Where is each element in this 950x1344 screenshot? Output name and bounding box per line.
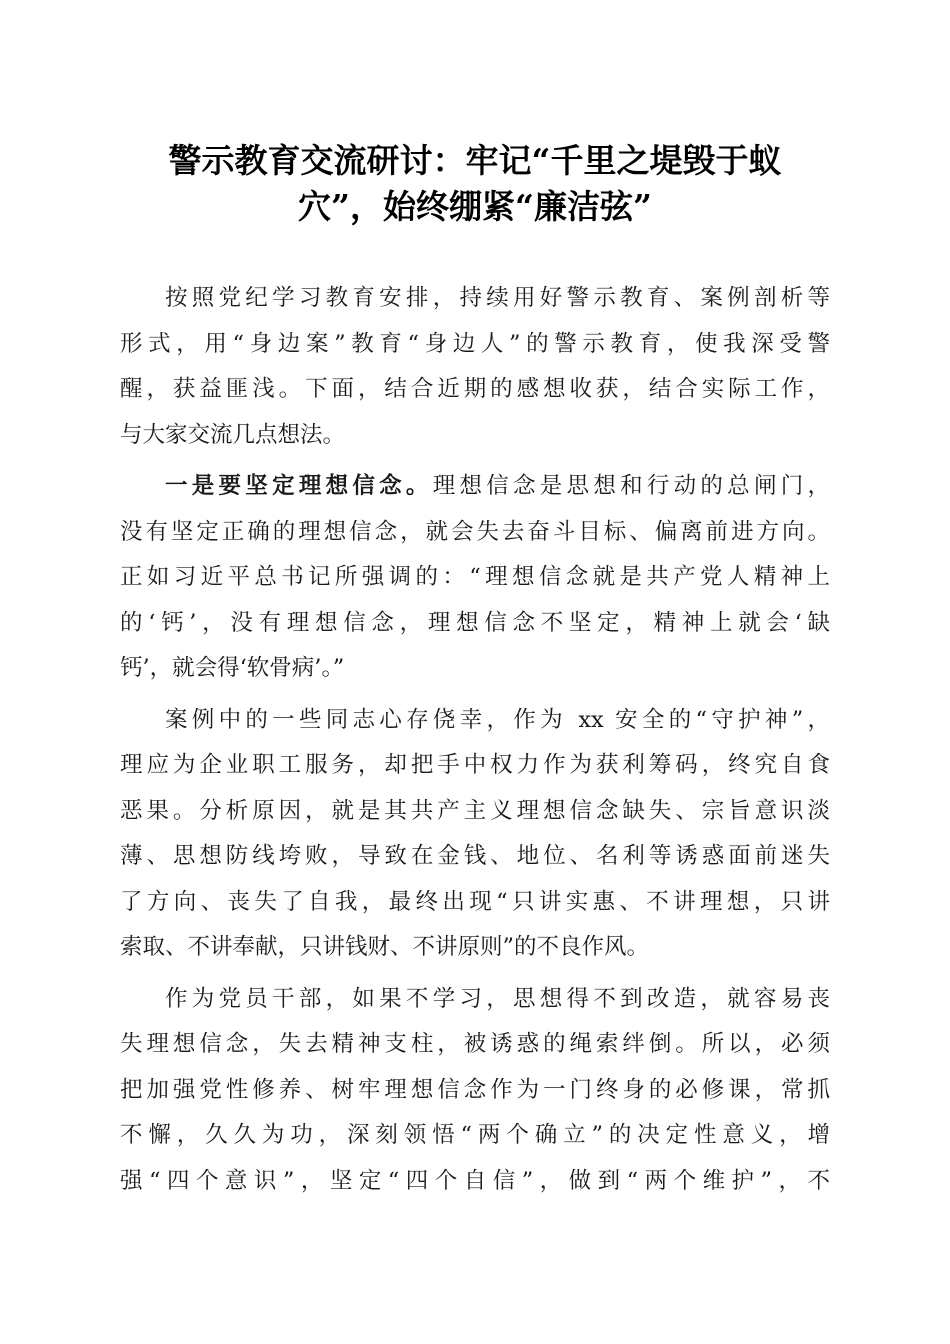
paragraph-line: 案例中的一些同志心存侥幸，作为 xx 安全的“守护神”， — [165, 706, 830, 733]
title-line-2: 穴”，始终绷紧“廉洁弦” — [298, 187, 652, 226]
paragraph-line: 的‘钙’，没有理想信念，理想信念不坚定，精神上就会‘缺 — [120, 609, 830, 636]
paragraph-line: 强“四个意识”，坚定“四个自信”，做到“两个维护”，不 — [120, 1167, 830, 1194]
paragraph-line: 没有坚定正确的理想信念，就会失去奋斗目标、偏离前进方向。 — [120, 518, 830, 545]
paragraph-line: 不懈，久久为功，深刻领悟“两个确立”的决定性意义，增 — [120, 1122, 830, 1148]
paragraph-line: 失理想信念，失去精神支柱，被诱惑的绳索绊倒。所以，必须 — [120, 1031, 830, 1057]
paragraph-4 — [120, 977, 830, 1205]
document-body — [120, 276, 830, 1204]
paragraph-line: 形式，用“身边案”教育“身边人”的警示教育，使我深受警 — [120, 330, 830, 357]
paragraph-lead: 一是要坚定理想信念。 — [165, 473, 433, 499]
paragraph-3 — [120, 698, 830, 971]
paragraph-line-rest: 理想信念是思想和行动的总闸门， — [432, 473, 830, 499]
paragraph-2 — [120, 464, 830, 692]
paragraph-line: 薄、思想防线垮败，导致在金钱、地位、名利等诱惑面前迷失 — [120, 843, 830, 869]
paragraph-line: 醒，获益匪浅。下面，结合近期的感想收获，结合实际工作， — [120, 376, 830, 402]
paragraph-line: 作为党员干部，如果不学习，思想得不到改造，就容易丧 — [165, 985, 830, 1012]
paragraph-line: 钙’，就会得‘软骨病’。” — [120, 655, 345, 681]
paragraph-line: 理应为企业职工服务，却把手中权力作为获利筹码，终究自食 — [120, 752, 830, 778]
paragraph-line: 把加强党性修养、树牢理想信念作为一门终身的必修课，常抓 — [120, 1076, 830, 1103]
document-title — [120, 138, 830, 230]
paragraph-line — [120, 464, 830, 510]
paragraph-line: 恶果。分析原因，就是其共产主义理想信念缺失、宗旨意识淡 — [120, 797, 830, 824]
paragraph-line: 正如习近平总书记所强调的：“理想信念就是共产党人精神上 — [120, 564, 830, 590]
paragraph-line: 了方向、丧失了自我，最终出现“只讲实惠、不讲理想，只讲 — [120, 888, 830, 915]
paragraph-line: 与大家交流几点想法。 — [120, 421, 346, 448]
paragraph-line: 按照党纪学习教育安排，持续用好警示教育、案例剖析等 — [165, 285, 830, 311]
paragraph-line: 索取、不讲奉献，只讲钱财、不讲原则”的不良作风。 — [120, 934, 650, 960]
paragraph-1 — [120, 276, 830, 458]
title-line-1: 警示教育交流研讨：牢记“千里之堤毁于蚁 — [168, 141, 782, 180]
